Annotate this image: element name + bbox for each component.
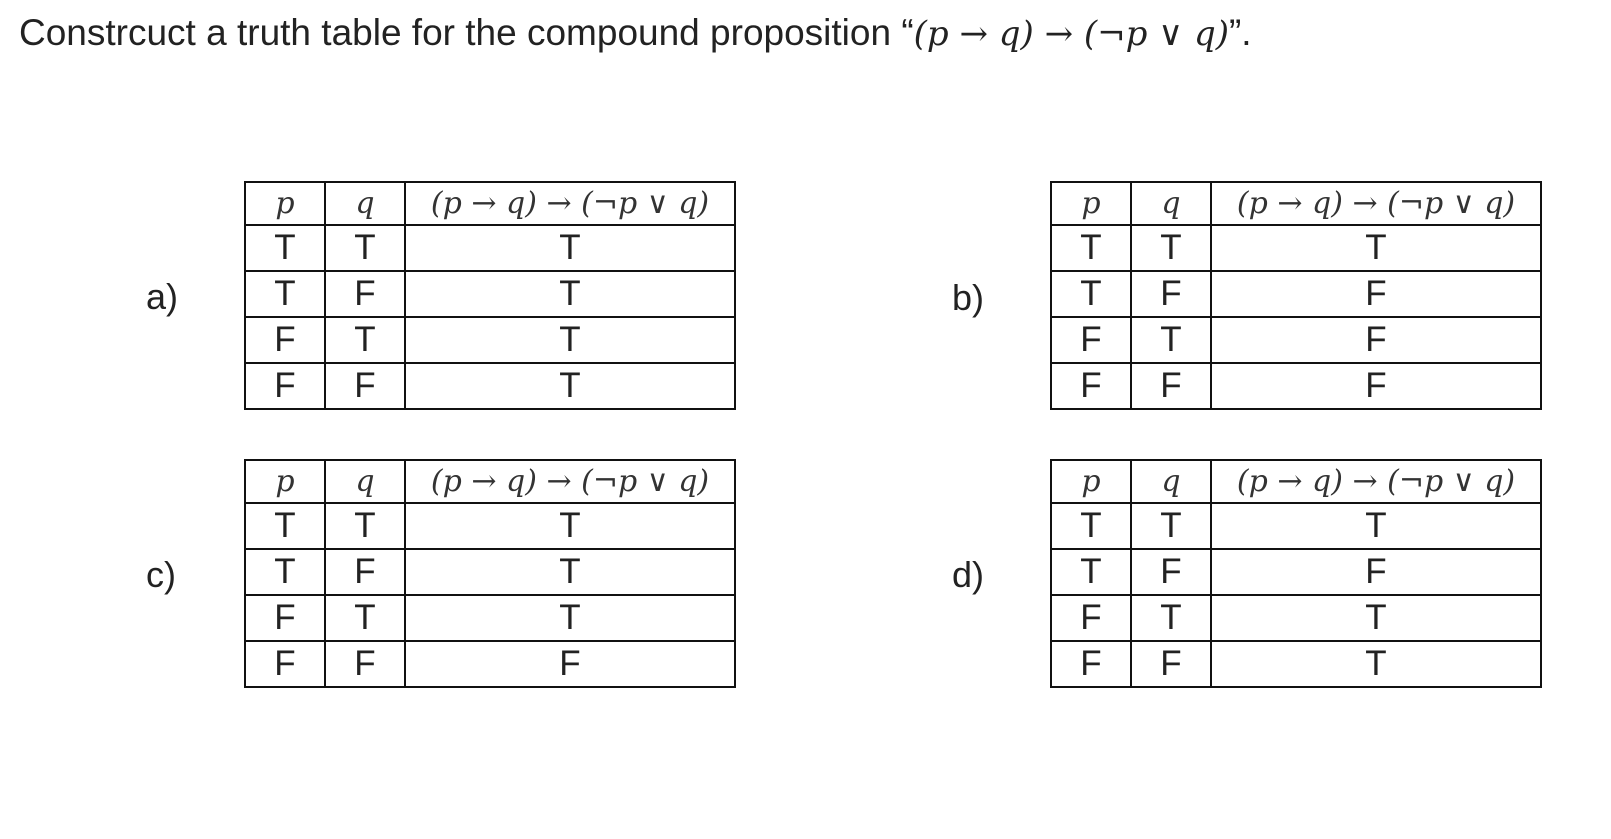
table-row — [245, 595, 735, 641]
option-c-truth-table — [244, 459, 736, 688]
option-c-label[interactable]: c) — [146, 554, 176, 595]
cell-q: F — [325, 549, 405, 595]
table-header-row — [1051, 182, 1541, 225]
option-b-label[interactable]: b) — [952, 277, 985, 318]
cell-result: F — [1211, 317, 1541, 363]
table-row — [1051, 641, 1541, 687]
table-row — [1051, 271, 1541, 317]
question-prefix: Constrcuct a truth table for the compound proposition “ — [19, 12, 914, 53]
cell-result: T — [405, 271, 735, 317]
table-row — [245, 641, 735, 687]
cell-q: T — [325, 595, 405, 641]
cell-q: F — [1131, 363, 1211, 409]
cell-result: T — [1211, 641, 1541, 687]
cell-q: F — [1131, 271, 1211, 317]
question-suffix: ”. — [1228, 12, 1252, 53]
header-formula: (p → q) → (¬p ∨ q) — [405, 182, 735, 225]
option-b-truth-table — [1050, 181, 1542, 410]
header-formula: (p → q) → (¬p ∨ q) — [405, 460, 735, 503]
header-p: p — [1051, 182, 1131, 225]
cell-result: T — [1211, 595, 1541, 641]
table-header-row — [1051, 460, 1541, 503]
cell-q: T — [325, 225, 405, 271]
cell-p: T — [245, 225, 325, 271]
table-row — [245, 317, 735, 363]
cell-result: T — [405, 549, 735, 595]
cell-result: F — [405, 641, 735, 687]
cell-result: T — [405, 595, 735, 641]
table-row — [1051, 503, 1541, 549]
cell-p: F — [1051, 363, 1131, 409]
cell-result: F — [1211, 363, 1541, 409]
cell-result: F — [1211, 549, 1541, 595]
option-d-truth-table — [1050, 459, 1542, 688]
header-p: p — [245, 182, 325, 225]
table-row — [245, 225, 735, 271]
cell-q: F — [1131, 549, 1211, 595]
cell-q: F — [325, 363, 405, 409]
table-row — [245, 271, 735, 317]
table-row — [1051, 225, 1541, 271]
cell-q: T — [1131, 317, 1211, 363]
cell-result: T — [405, 317, 735, 363]
cell-q: T — [325, 317, 405, 363]
table-header-row — [245, 182, 735, 225]
table-row — [1051, 595, 1541, 641]
cell-q: T — [1131, 595, 1211, 641]
header-q: q — [325, 460, 405, 503]
cell-p: T — [1051, 271, 1131, 317]
cell-p: F — [245, 363, 325, 409]
cell-q: F — [325, 641, 405, 687]
cell-p: T — [1051, 503, 1131, 549]
cell-q: T — [1131, 503, 1211, 549]
cell-q: T — [1131, 225, 1211, 271]
header-p: p — [245, 460, 325, 503]
cell-p: T — [245, 549, 325, 595]
cell-result: T — [1211, 503, 1541, 549]
cell-q: F — [325, 271, 405, 317]
header-formula: (p → q) → (¬p ∨ q) — [1211, 460, 1541, 503]
table-row — [1051, 549, 1541, 595]
cell-q: F — [1131, 641, 1211, 687]
option-a-truth-table — [244, 181, 736, 410]
cell-p: F — [245, 595, 325, 641]
question-text — [19, 8, 1252, 59]
cell-p: F — [1051, 595, 1131, 641]
option-d-label[interactable]: d) — [952, 554, 985, 595]
table-row — [245, 503, 735, 549]
table-row — [245, 549, 735, 595]
cell-result: F — [1211, 271, 1541, 317]
header-q: q — [325, 182, 405, 225]
cell-p: T — [1051, 549, 1131, 595]
table-row — [245, 363, 735, 409]
cell-p: T — [245, 271, 325, 317]
cell-p: F — [245, 317, 325, 363]
cell-p: F — [245, 641, 325, 687]
header-q: q — [1131, 182, 1211, 225]
header-q: q — [1131, 460, 1211, 503]
cell-p: T — [1051, 225, 1131, 271]
header-formula: (p → q) → (¬p ∨ q) — [1211, 182, 1541, 225]
cell-p: T — [245, 503, 325, 549]
table-row — [1051, 317, 1541, 363]
cell-result: T — [405, 363, 735, 409]
cell-result: T — [405, 503, 735, 549]
cell-p: F — [1051, 317, 1131, 363]
cell-result: T — [405, 225, 735, 271]
option-a-label[interactable]: a) — [146, 276, 179, 317]
cell-p: F — [1051, 641, 1131, 687]
question-formula: (p → q) → (¬p ∨ q) — [913, 14, 1229, 54]
header-p: p — [1051, 460, 1131, 503]
table-row — [1051, 363, 1541, 409]
cell-result: T — [1211, 225, 1541, 271]
cell-q: T — [325, 503, 405, 549]
table-header-row — [245, 460, 735, 503]
